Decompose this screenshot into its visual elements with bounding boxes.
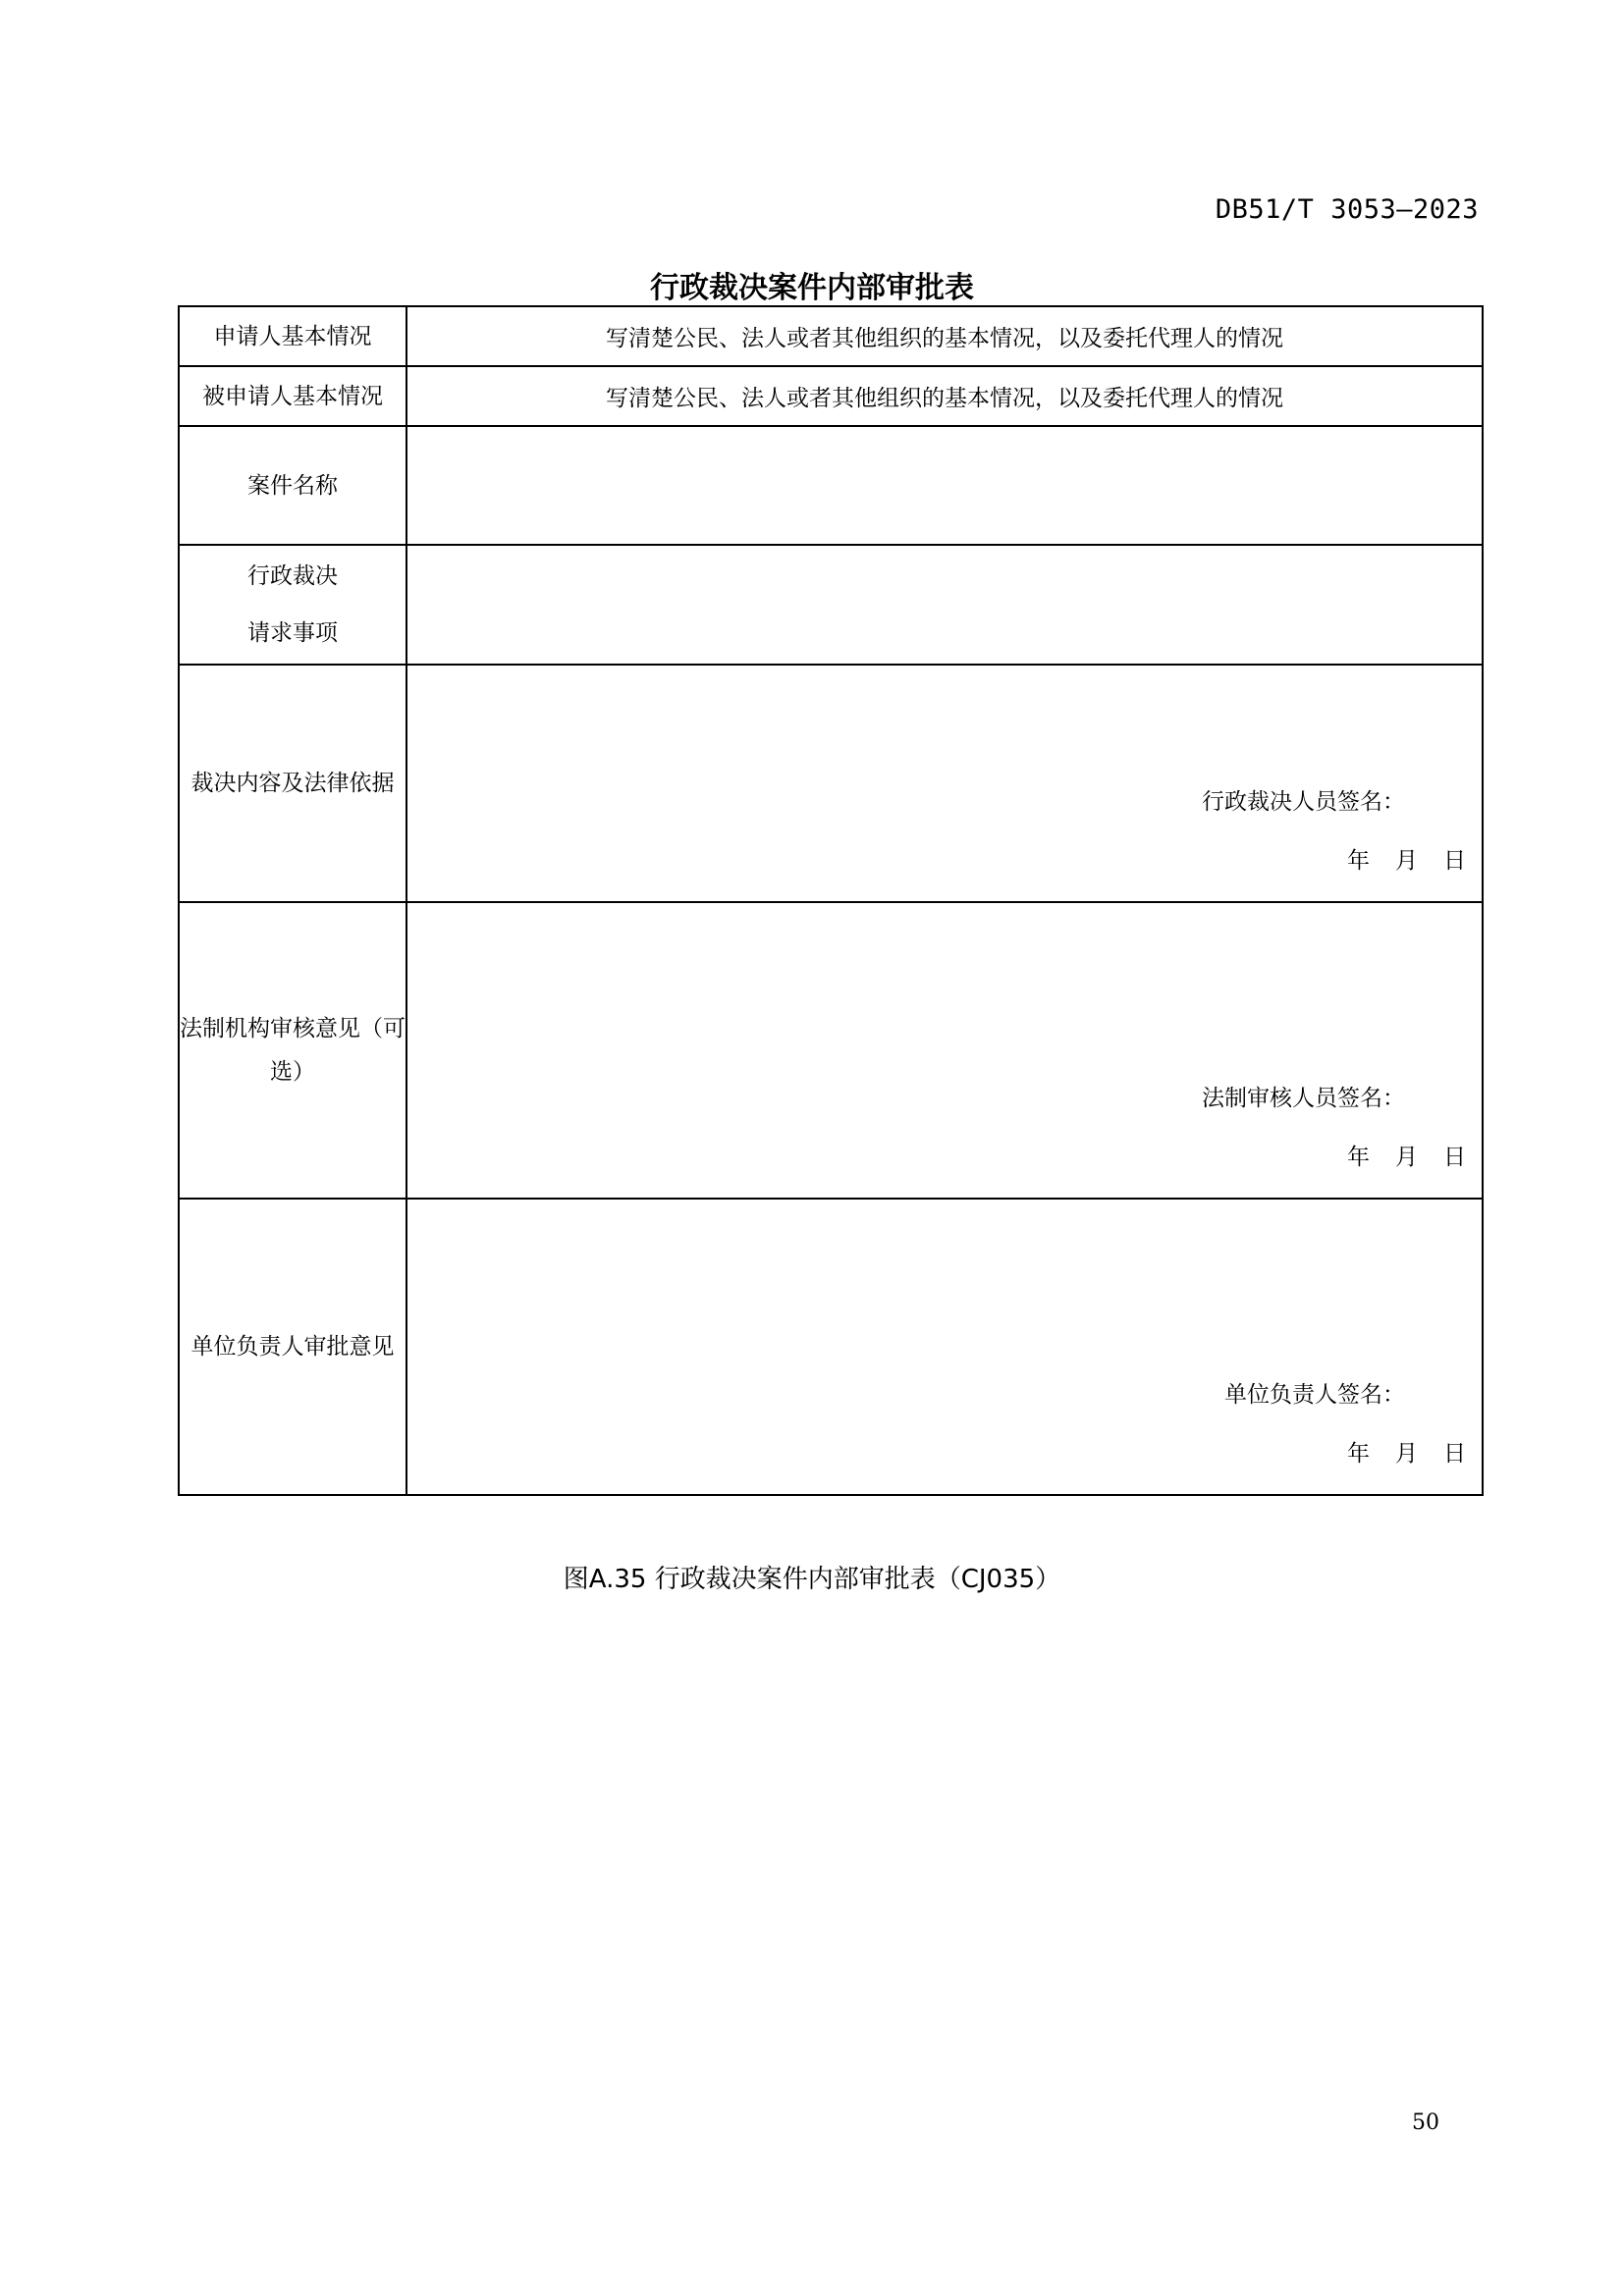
table-row <box>179 665 1483 902</box>
row-value-respondent: 写清楚公民、法人或者其他组织的基本情况，以及委托代理人的情况 <box>406 366 1483 426</box>
date-day: 日 <box>1443 848 1466 874</box>
date-month: 月 <box>1395 1441 1418 1467</box>
row-value-legal-review[interactable] <box>406 902 1483 1199</box>
row-label-respondent: 被申请人基本情况 <box>179 366 406 426</box>
signature-label: 单位负责人签名： <box>1224 1382 1405 1408</box>
row-label-applicant: 申请人基本情况 <box>179 306 406 366</box>
form-title: 行政裁决案件内部审批表 <box>650 271 974 305</box>
row-label-request-items <box>179 545 406 665</box>
date-line <box>1322 1139 1466 1171</box>
table-row <box>179 545 1483 665</box>
date-month: 月 <box>1395 848 1418 874</box>
date-day: 日 <box>1443 1145 1466 1170</box>
date-month: 月 <box>1395 1145 1418 1170</box>
row-value-applicant: 写清楚公民、法人或者其他组织的基本情况，以及委托代理人的情况 <box>406 306 1483 366</box>
row-label-case-name: 案件名称 <box>179 426 406 545</box>
row-label-legal-review: 法制机构审核意见（可选） <box>179 902 406 1199</box>
table-row <box>179 306 1483 366</box>
label-line: 行政裁决 <box>247 563 338 589</box>
date-line <box>1322 842 1466 875</box>
approval-form-table <box>178 305 1484 1496</box>
table-row <box>179 366 1483 426</box>
table-row <box>179 902 1483 1199</box>
row-value-request-items[interactable] <box>406 545 1483 665</box>
row-value-unit-head[interactable] <box>406 1199 1483 1495</box>
signature-label: 行政裁决人员签名： <box>1202 789 1405 815</box>
row-value-ruling-content[interactable] <box>406 665 1483 902</box>
row-label-unit-head: 单位负责人审批意见 <box>179 1199 406 1495</box>
date-day: 日 <box>1443 1441 1466 1467</box>
label-line: 请求事项 <box>247 620 338 646</box>
figure-caption: 图A.35 行政裁决案件内部审批表（CJ035） <box>563 1565 1061 1594</box>
signature-label: 法制审核人员签名： <box>1202 1086 1405 1111</box>
date-line <box>1322 1435 1466 1468</box>
date-year: 年 <box>1347 1441 1370 1467</box>
table-row <box>179 426 1483 545</box>
table-row <box>179 1199 1483 1495</box>
document-code: DB51/T 3053—2023 <box>1215 194 1479 225</box>
row-label-ruling-content: 裁决内容及法律依据 <box>179 665 406 902</box>
row-value-case-name[interactable] <box>406 426 1483 545</box>
date-year: 年 <box>1347 1145 1370 1170</box>
page-number: 50 <box>1412 2110 1439 2135</box>
date-year: 年 <box>1347 848 1370 874</box>
